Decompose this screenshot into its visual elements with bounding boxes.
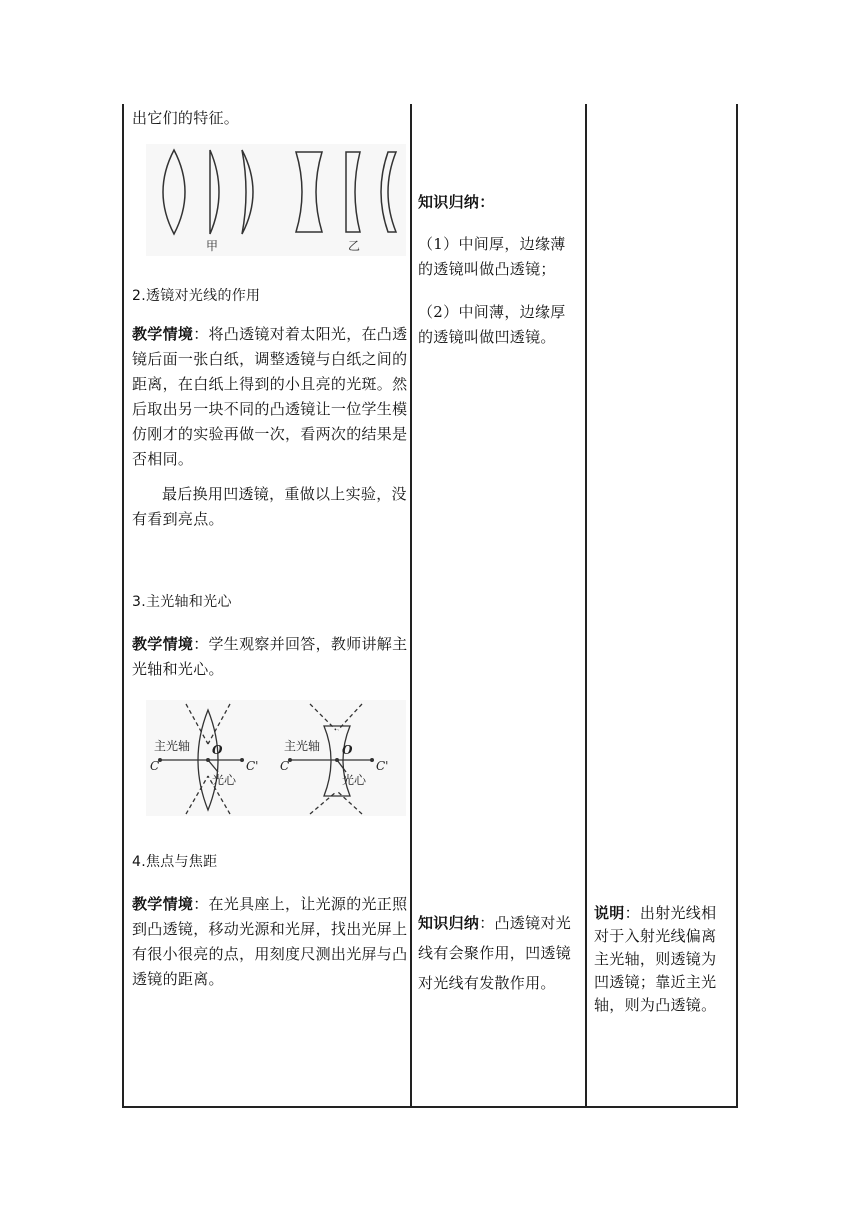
knowledge-summary-2-label: 知识归纳 [418, 914, 480, 932]
section-2-heading: 2.透镜对光线的作用 [132, 288, 261, 304]
table-border-left [122, 104, 124, 1108]
section-3-text: ：学生观察并回答，教师讲解主光轴和光心。 [132, 635, 408, 678]
axis-label-left: 主光轴 [154, 739, 191, 753]
axis-label-right: 主光轴 [284, 739, 321, 753]
section-4-text: ：在光具座上，让光源的光正照到凸透镜，移动光源和光屏，找出光屏上有很小很亮的点，用刻度尺测出光屏与凸透镜的距离。 [132, 895, 408, 988]
point-c-right: C [280, 759, 290, 773]
knowledge-summary-1-label: 知识归纳： [418, 193, 495, 211]
point-c-prime-left: C' [246, 759, 259, 773]
center-label-right: 光心 [342, 773, 367, 787]
center-o-left: O [212, 743, 223, 757]
column-divider-1 [410, 104, 412, 1108]
center-label-left: 光心 [212, 773, 237, 787]
table-border-right [736, 104, 738, 1108]
section-2-label: 教学情境 [132, 325, 194, 343]
section-3-scenario [132, 632, 408, 682]
point-c-prime-right: C' [376, 759, 389, 773]
knowledge-item-concave: （2）中间薄，边缘厚的透镜叫做凹透镜。 [418, 303, 566, 346]
lesson-table [122, 104, 738, 1108]
table-border-bottom [122, 1106, 738, 1108]
section-2-para2: 最后换用凹透镜，重做以上实验，没有看到亮点。 [132, 485, 407, 528]
section-3-label: 教学情境 [132, 635, 194, 653]
principal-axis-figure [146, 700, 406, 816]
explanation-label: 说明 [594, 904, 625, 922]
column-divider-2 [585, 104, 587, 1108]
knowledge-summary-2 [418, 908, 578, 998]
section-2-scenario [132, 322, 408, 472]
knowledge-item-convex: （1）中间厚，边缘薄的透镜叫做凸透镜； [418, 235, 566, 278]
section-4-heading: 4.焦点与焦距 [132, 854, 218, 870]
section-4-label: 教学情境 [132, 895, 194, 913]
section-4-scenario [132, 892, 408, 992]
center-o-right: O [342, 743, 353, 757]
convex-label: 甲 [206, 239, 219, 253]
lens-shapes-figure [146, 144, 406, 256]
point-c-left: C [150, 759, 160, 773]
explanation-note [594, 902, 730, 1017]
section-3-heading: 3.主光轴和光心 [132, 594, 232, 610]
explanation-text: ：出射光线相对于入射光线偏离主光轴，则透镜为凹透镜；靠近主光轴，则为凸透镜。 [594, 904, 717, 1014]
concave-label: 乙 [348, 239, 361, 253]
section-2-text: ：将凸透镜对着太阳光，在凸透镜后面一张白纸，调整透镜与白纸之间的距离，在白纸上得到的小且亮的光斑。然后取出另一块不同的凸透镜让一位学生模仿刚才的实验再做一次，看两次的结果是否相同。 [132, 325, 408, 468]
intro-tail-text: 出它们的特征。 [132, 109, 240, 127]
knowledge-summary-2-text: ：凸透镜对光线有会聚作用，凹透镜对光线有发散作用。 [418, 914, 572, 992]
